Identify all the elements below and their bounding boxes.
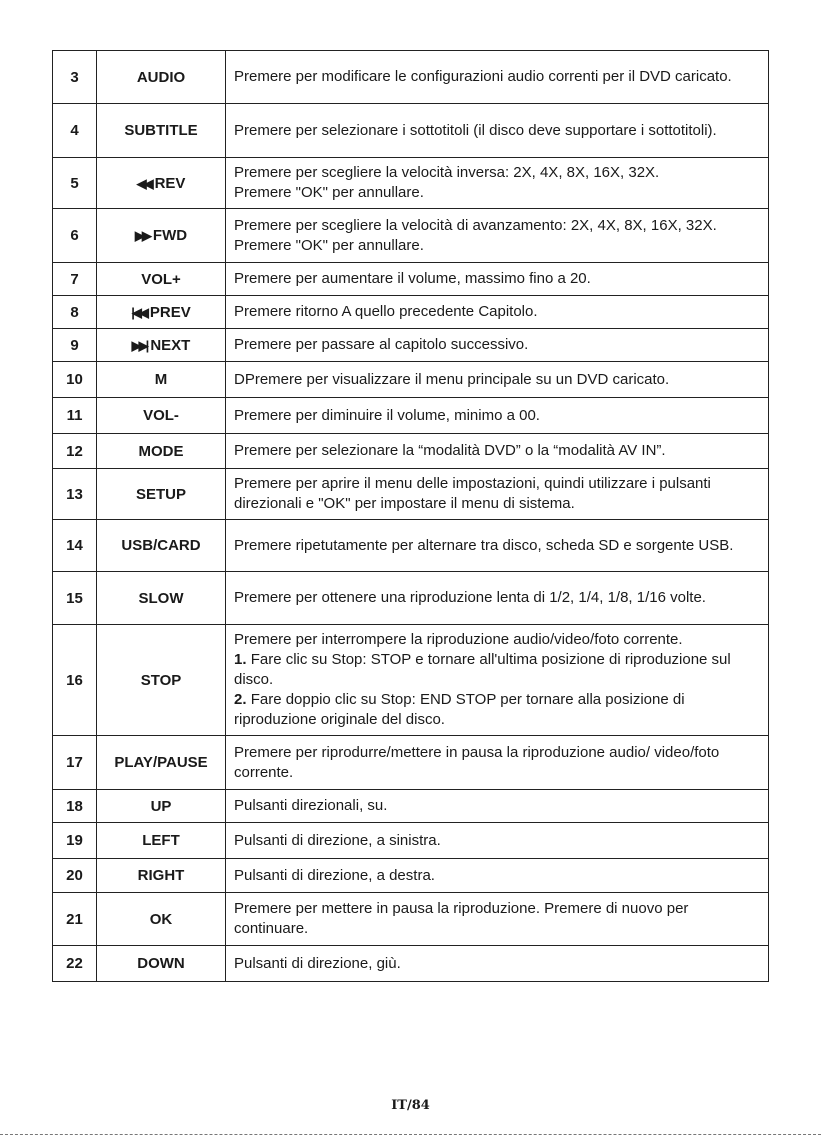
function-description <box>226 572 769 625</box>
function-description <box>226 823 769 859</box>
description-line: Premere per aprire il menu delle impostazioni, quindi utilizzare i pulsanti direzionali e "OK" per impostare il menu di sistema. <box>234 475 711 512</box>
button-name <box>97 398 226 434</box>
function-description <box>226 434 769 469</box>
button-name <box>97 209 226 263</box>
button-name <box>97 158 226 209</box>
function-description <box>226 398 769 434</box>
button-label: SETUP <box>135 485 186 503</box>
skip-next-icon: ▶▶| <box>131 337 147 353</box>
description-line: Premere per scegliere la velocità inversa: 2X, 4X, 8X, 16X, 32X. <box>234 164 660 181</box>
button-label: AUDIO <box>136 68 186 86</box>
row-number: 13 <box>53 469 97 520</box>
skip-previous-icon: |◀◀ <box>131 304 146 320</box>
description-line: Premere per ottenere una riproduzione lenta di 1/2, 1/4, 1/8, 1/16 volte. <box>234 589 706 606</box>
function-description <box>226 790 769 823</box>
page-edge-divider <box>0 1134 821 1135</box>
button-label: FWD <box>152 227 188 244</box>
button-name <box>97 736 226 790</box>
function-description <box>226 158 769 209</box>
button-name <box>97 572 226 625</box>
function-description <box>226 520 769 572</box>
table-row <box>53 263 769 296</box>
step-number: 1. <box>234 651 247 668</box>
table-row <box>53 398 769 434</box>
button-name <box>97 263 226 296</box>
function-description <box>226 625 769 736</box>
table-row <box>53 296 769 329</box>
step-text: Fare doppio clic su Stop: END STOP per tornare alla posizione di riproduzione originale del disco. <box>234 691 685 728</box>
row-number: 9 <box>53 329 97 362</box>
button-name <box>97 104 226 158</box>
button-label: M <box>154 371 168 388</box>
button-name <box>97 51 226 104</box>
button-label: USB/CARD <box>121 537 201 554</box>
fast-forward-icon: ▶▶ <box>134 228 149 243</box>
row-number: 17 <box>53 736 97 790</box>
table-row <box>53 790 769 823</box>
function-description <box>226 362 769 398</box>
button-label: PLAY/PAUSE <box>114 754 208 771</box>
function-description <box>226 859 769 893</box>
button-name <box>97 859 226 893</box>
description-line: Premere per modificare le configurazioni audio correnti per il DVD caricato. <box>234 68 732 85</box>
button-name <box>97 469 226 520</box>
button-label: OK <box>149 910 173 928</box>
description-line: Premere per selezionare la “modalità DVD” o la “modalità AV IN”. <box>234 442 666 459</box>
button-name <box>97 434 226 469</box>
row-number: 10 <box>53 362 97 398</box>
button-name <box>97 520 226 572</box>
row-number: 20 <box>53 859 97 893</box>
table-row <box>53 572 769 625</box>
step-text: Fare clic su Stop: STOP e tornare all'ultima posizione di riproduzione sul disco. <box>234 651 731 688</box>
row-number: 12 <box>53 434 97 469</box>
description-line: Premere per passare al capitolo successivo. <box>234 336 529 353</box>
table-row <box>53 329 769 362</box>
button-name <box>97 362 226 398</box>
button-label: PREV <box>149 303 191 321</box>
rewind-icon: ◀◀ <box>136 175 151 191</box>
description-line: Premere per mettere in pausa la riproduzione. Premere di nuovo per continuare. <box>234 900 689 937</box>
button-label: VOL- <box>143 407 179 424</box>
button-label: LEFT <box>142 832 180 849</box>
function-description <box>226 296 769 329</box>
function-description <box>226 209 769 263</box>
step-number: 2. <box>234 691 247 708</box>
function-description <box>226 329 769 362</box>
description-line: Pulsanti direzionali, su. <box>234 797 388 814</box>
description-line: Premere "OK" per annullare. <box>234 184 424 201</box>
numbered-step <box>234 650 760 690</box>
row-number: 11 <box>53 398 97 434</box>
description-line: Premere per diminuire il volume, minimo a 00. <box>234 406 540 424</box>
table-row <box>53 158 769 209</box>
row-number: 8 <box>53 296 97 329</box>
description-line: Premere per scegliere la velocità di avanzamento: 2X, 4X, 8X, 16X, 32X. Premere "OK" per annullare. <box>234 216 717 254</box>
button-label: REV <box>154 174 186 192</box>
page-number: IT/84 <box>391 1098 430 1113</box>
button-name <box>97 823 226 859</box>
function-description <box>226 104 769 158</box>
function-description <box>226 893 769 946</box>
row-number: 4 <box>53 104 97 158</box>
table-row <box>53 625 769 736</box>
table-row <box>53 893 769 946</box>
function-description <box>226 263 769 296</box>
description-line: Pulsanti di direzione, a sinistra. <box>234 831 441 849</box>
button-label: STOP <box>140 671 182 689</box>
row-number: 7 <box>53 263 97 296</box>
table-row <box>53 946 769 982</box>
description-line: Premere per interrompere la riproduzione audio/video/foto corrente. <box>234 631 683 648</box>
button-name <box>97 329 226 362</box>
row-number: 15 <box>53 572 97 625</box>
table-row <box>53 51 769 104</box>
row-number: 16 <box>53 625 97 736</box>
description-line: Premere ripetutamente per alternare tra disco, scheda SD e sorgente USB. <box>234 536 734 554</box>
row-number: 21 <box>53 893 97 946</box>
table-row <box>53 209 769 263</box>
description-line: Pulsanti di direzione, giù. <box>234 954 401 972</box>
row-number: 19 <box>53 823 97 859</box>
description-line: DPremere per visualizzare il menu principale su un DVD caricato. <box>234 370 670 388</box>
button-label: SLOW <box>138 589 184 607</box>
table-row <box>53 736 769 790</box>
row-number: 5 <box>53 158 97 209</box>
button-name <box>97 625 226 736</box>
button-name <box>97 296 226 329</box>
description-line: Premere per aumentare il volume, massimo fino a 20. <box>234 270 591 287</box>
row-number: 18 <box>53 790 97 823</box>
row-number: 6 <box>53 209 97 263</box>
table-row <box>53 104 769 158</box>
function-description <box>226 736 769 790</box>
table-row <box>53 823 769 859</box>
button-label: RIGHT <box>137 867 185 884</box>
description-line: Premere per selezionare i sottotitoli (il disco deve supportare i sottotitoli). <box>234 121 717 139</box>
function-description <box>226 946 769 982</box>
description-line: Premere ritorno A quello precedente Capitolo. <box>234 303 538 320</box>
button-name <box>97 893 226 946</box>
button-label: UP <box>150 797 172 815</box>
row-number: 3 <box>53 51 97 104</box>
numbered-step <box>234 690 760 730</box>
table-row <box>53 362 769 398</box>
button-name <box>97 946 226 982</box>
button-name <box>97 790 226 823</box>
button-function-table <box>52 50 769 982</box>
description-line: Pulsanti di direzione, a destra. <box>234 866 435 884</box>
function-description <box>226 469 769 520</box>
button-label: NEXT <box>150 336 191 354</box>
table-row <box>53 434 769 469</box>
button-label: DOWN <box>137 955 185 972</box>
table-row <box>53 859 769 893</box>
table-row <box>53 469 769 520</box>
button-label: MODE <box>138 442 184 460</box>
table-row <box>53 520 769 572</box>
row-number: 22 <box>53 946 97 982</box>
button-label: VOL+ <box>141 270 181 288</box>
row-number: 14 <box>53 520 97 572</box>
button-label: SUBTITLE <box>124 122 198 139</box>
description-line: Premere per riprodurre/mettere in pausa la riproduzione audio/ video/foto corrente. <box>234 743 720 781</box>
function-description <box>226 51 769 104</box>
